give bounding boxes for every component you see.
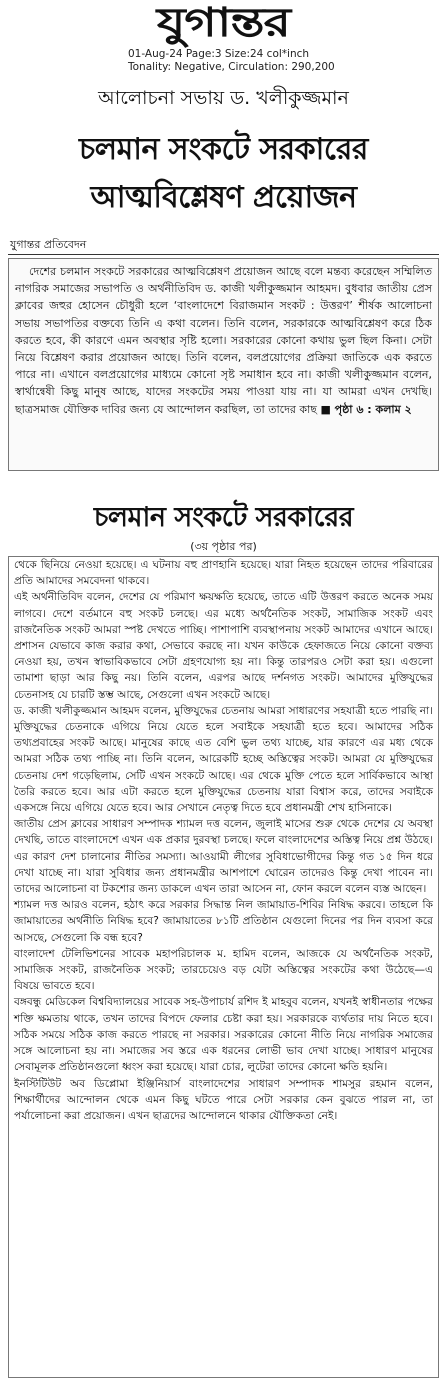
article-byline: যুগান্তর প্রতিবেদন bbox=[10, 238, 87, 251]
headline-line-1: চলমান সংকটে সরকারের bbox=[79, 132, 368, 167]
article-lead-text: দেশের চলমান সংকটে সরকারের আত্মবিশ্লেষণ প্রয়োজন আছে বলে মন্তব্য করেছেন সম্মিলিত নাগরিক সমাজের সভাপতি ও অর্থনীতিবিদ ড. কাজী খলীকুজ্জমান আহমদ। বুধবার জাতীয় প্রেস ক্লাবের জহুর হোসেন চৌধুরী হলে ‘বাংলাদেশে বিরাজমান সংকট : উত্তরণ’ শীর্ষক আলোচনা সভায় সভাপতির বক্তব্যে তিনি এ কথা বলেন। তিনি বলেন, সরকারকে আত্মবিশ্লেষণ করে ঠিক করতে হবে, কী কারণে এমন অবস্থার সৃষ্টি হলো। সরকারের কোনো কথায় ভুল ছিল কিনা। সেটা নিয়ে বিশ্লেষণ করার প্রয়োজন আছে। তিনি বলেন, বলপ্রয়োগের প্রক্রিয়া জাতিকে এক করতে পারে না। এখানে বলপ্রয়োগের মাধ্যমে কোনো সৃষ্ট সমাধান হবে না। কাজী খলীকুজ্জমান বলেন, স্বার্থান্বেষী কিছু মানুষ আছে, যাদের সংকটের সময় পাওয়া যায় না। যা আমরা এখন দেখছি। ছাত্রসমাজ যৌক্তিক দাবির জন্য যে আন্দোলন করছিল, তা তাদের কাছ bbox=[15, 265, 432, 416]
body-paragraph: বাংলাদেশ টেলিভিশনের সাবেক মহাপরিচালক ম. হামিদ বলেন, আজকে যে অর্থনৈতিক সংকট, সামাজিক সংকট, রাজনৈতিক সংকট; তারচেয়েও বড় যেটা অস্তিত্বের সংকটের কথা উঠেছে—এ বিষয়ে ভাবতে হবে। bbox=[14, 947, 433, 993]
continuation-headline: চলমান সংকটে সরকারের bbox=[93, 502, 354, 533]
newspaper-logo: যুগান্তর bbox=[156, 0, 291, 46]
jump-reference: ■ পৃষ্ঠা ৬ : কলাম ২ bbox=[320, 402, 412, 416]
body-paragraph: থেকে ছিনিয়ে নেওয়া হয়েছে। এ ঘটনায় বহু প্রাণহানি হয়েছে। যারা নিহত হয়েছেন তাদের পরিবারের প্রতি আমাদের সমবেদনা থাকবে। bbox=[14, 559, 433, 588]
byline-divider bbox=[8, 254, 439, 255]
body-paragraph: এই অর্থনীতিবিদ বলেন, দেশের যে পরিমাণ ক্ষয়ক্ষতি হয়েছে, তাতে এটি উত্তরণ করতে অনেক সময় লাগবে। দেশে বর্তমানে বহু সংকট চলছে। এর মধ্যে অর্থনৈতিক সংকট, সামাজিক সংকট এবং রাজনৈতিক সংকট আমরা স্পষ্ট দেখতে পাচ্ছি। পাশাপাশি ব্যবস্থাপনায় সংকট আমাদের এখানে আছে। প্রশাসন যেভাবে কাজ করার কথা, সেভাবে করছে না। যখন কাউকে হেফাজতে নিয়ে কোনো বক্তব্য নেওয়া হয়, তখন স্বাভাবিকভাবে সেটা গ্রহণযোগ্য হয় না। কিন্তু তারপরও সেটা করা হয়। এগুলো তামাশা ছাড়া আর কিছু নয়। তিনি বলেন, এরপর আছে দর্শনগত সংকট। আমাদের মুক্তিযুদ্ধের চেতনাসহ যে চারটি স্তম্ভ আছে, সেগুলো এখন সংকটে আছে। bbox=[14, 591, 433, 701]
newspaper-masthead bbox=[0, 2, 447, 44]
meta-tonality-circulation: Tonality: Negative, Circulation: 290,200 bbox=[128, 61, 335, 73]
continuation-from-label: (৩য় পৃষ্ঠার পর) bbox=[190, 540, 257, 553]
body-paragraph: বঙ্গবন্ধু মেডিকেল বিশ্ববিদ্যালয়ের সাবেক সহ-উপাচার্য রশিদ ই মাহবুব বলেন, যখনই স্বাধীনতার পক্ষের শক্তি ক্ষমতায় থাকে, তখন তাদের বিপদে ফেলার চেষ্টা করা হয়। সরকারকে ব্যর্থতার দায় নিতে হবে। সঠিক সময়ে সঠিক কাজ করতে পারছে না সরকার। সরকারের কোনো নীতি নিয়ে নাগরিক সমাজের সঙ্গে আলোচনা হয় না। সমাজের সব স্তরে এক ধরনের লোভী ভাব দেখা যাচ্ছে। সাধারণ মানুষের সেবামূলক প্রতিষ্ঠানগুলো ধ্বংস করা হয়েছে। যারা চোর, লুটেরা তাদের কোনো ক্ষতি হয়নি। bbox=[14, 996, 433, 1074]
headline-line-2: আত্মবিশ্লেষণ প্রয়োজন bbox=[90, 180, 357, 215]
body-paragraph: শ্যামল দত্ত আরও বলেন, হঠাৎ করে সরকার সিদ্ধান্ত নিল জামায়াত-শিবির নিষিদ্ধ করবে। তাহলে কি জামায়াতের অর্থনীতি নিষিদ্ধ হবে? জামায়াতের ৮১টি প্রতিষ্ঠান যেগুলো দিনের পর দিন ব্যবসা করে আসছে, সেগুলো কি বন্ধ হবে? bbox=[14, 899, 433, 944]
body-paragraph: ড. কাজী খলীকুজ্জমান আহমদ বলেন, মুক্তিযুদ্ধের চেতনায় আমরা সাধারণের সহযাত্রী হতে পারছি না। মুক্তিযুদ্ধের চেতনাকে এগিয়ে নিয়ে যেতে হলে সবাইকে সহযাত্রী হতে হবে। আমাদের সঠিক তথ্যপ্রবাহের সংকট আছে। মানুষের কাছে এত বেশি ভুল তথ্য যাচ্ছে, যার কারণে এর মধ্য থেকে আমরা সঠিক তথ্য পাচ্ছি না। তিনি বলেন, আরেকটি হচ্ছে অস্তিত্বের সংকট। আমরা যে মুক্তিযুদ্ধের চেতনায় দেশ গড়েছিলাম, সেটি এখন সংকটে আছে। এর থেকে মুক্তি পেতে হলে সার্বিকভাবে আস্থা তৈরি করতে হবে। আর এটা করতে হলে মুক্তিযুদ্ধের চেতনায় যারা বিশ্বাস করে, তাদের সবাইকে একসঙ্গে নিয়ে এগিয়ে যেতে হবে। আর সেখানে নেতৃত্ব দিতে হবে প্রধানমন্ত্রী শেখ হাসিনাকে। bbox=[14, 704, 433, 815]
meta-date-size: 01-Aug-24 Page:3 Size:24 col*inch bbox=[128, 48, 310, 60]
continuation-body bbox=[8, 556, 439, 1378]
clipping-meta bbox=[128, 48, 335, 74]
article-kicker: আলোচনা সভায় ড. খলীকুজ্জমান bbox=[98, 87, 349, 109]
body-paragraph: জাতীয় প্রেস ক্লাবের সাধারণ সম্পাদক শ্যামল দত্ত বলেন, জুলাই মাসের শুরু থেকে দেশের যে অবস্থা দেখছি, তাতে বাংলাদেশে এখন এক প্রকার দুরবস্থা চলছে। ফলে বাংলাদেশের অস্তিত্ব নিয়ে প্রশ্ন উঠছে। এর কারণ দেশ চালানোর নীতির সমস্যা। আওয়ামী লীগের সুবিধাভোগীদের কিন্তু গত ১৫ দিন ধরে দেখা যাচ্ছে না। যারা সুবিধার জন্য প্রধানমন্ত্রীর আশপাশে ঘোরেন তাদেরও কিন্তু দেখা পাবেন না। তাদের আলোচনা বা টকশোর জন্য ডাকলে এখন তারা আসেন না, ফোন করলে বলেন ব্যস্ত আছেন। bbox=[14, 818, 433, 896]
article-lead-box bbox=[8, 258, 439, 471]
article-headline bbox=[0, 126, 447, 222]
body-paragraph: ইনস্টিটিউট অব ডিপ্লোমা ইঞ্জিনিয়ার্স বাংলাদেশের সাধারণ সম্পাদক শামসুর রহমান বলেন, শিক্ষার্থীদের আন্দোলন থেকে এমন কিছু ঘটতে পারে সেটা সরকার কেন বুঝতে পারল না, তা পর্যালোচনা করা প্রয়োজন। এখন ছাত্রদের আন্দোলনে থাকার যৌক্তিকতা নেই। bbox=[14, 1077, 433, 1122]
